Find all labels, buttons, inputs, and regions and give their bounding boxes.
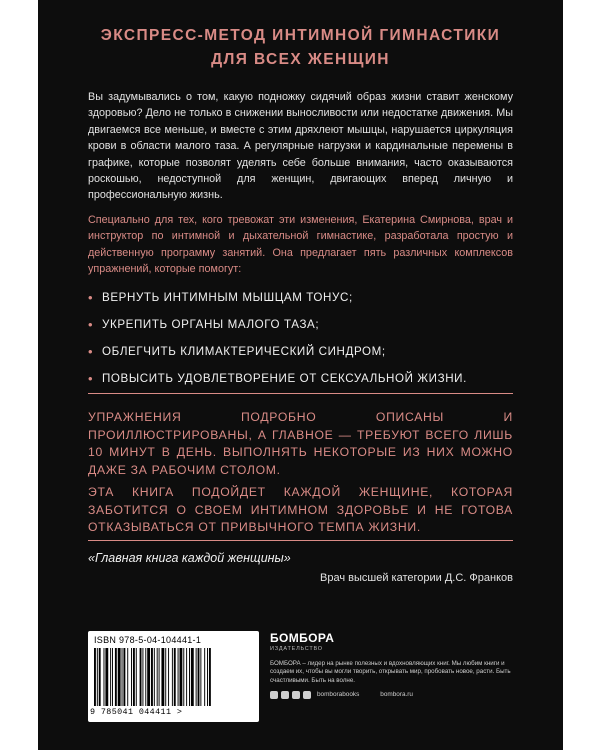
testimonial xyxy=(88,551,513,584)
barcode-bar xyxy=(191,648,194,706)
barcode-bar xyxy=(131,648,132,706)
barcode-bar xyxy=(99,648,101,706)
barcode-bars xyxy=(94,648,253,706)
isbn-label: ISBN 978-5-04-104441-1 xyxy=(94,635,202,645)
barcode-bar xyxy=(115,648,117,706)
barcode-bar xyxy=(200,648,201,706)
barcode-bar xyxy=(198,648,200,706)
social-handle: bomborabooks xyxy=(317,691,360,699)
highlight-audience: ЭТА КНИГА ПОДОЙДЕТ КАЖДОЙ ЖЕНЩИНЕ, КОТОРАЯ ЗАБОТИТСЯ О СВОЕМ ИНТИМНОМ ЗДОРОВЬЕ И НЕ ГОТОВА ОТКАЗЫВАТЬСЯ ОТ ПРИВЫЧНОГО ТЕМПА ЖИЗНИ. xyxy=(88,485,513,534)
instagram-icon xyxy=(270,691,278,699)
list-item xyxy=(88,290,528,306)
bullet-icon: • xyxy=(88,290,94,305)
barcode-bar xyxy=(207,648,208,706)
barcode-bar xyxy=(118,648,121,706)
benefit-text: ПОВЫСИТЬ УДОВЛЕТВОРЕНИЕ ОТ СЕКСУАЛЬНОЙ ЖИЗНИ. xyxy=(102,372,467,385)
barcode-bar xyxy=(174,648,176,706)
barcode-bar xyxy=(123,648,125,706)
publisher-description: БОМБОРА – лидер на рынке полезных и вдохновляющих книг. Мы любим книги и создаем их, чтобы вы могли творить, открывать мир, пробовать новое, расти. Быть счастливыми. Быть на волне. xyxy=(270,660,511,684)
barcode-bar xyxy=(161,648,164,706)
bullet-icon: • xyxy=(88,344,94,359)
barcode-bar xyxy=(196,648,197,706)
barcode-bar xyxy=(110,648,111,706)
bullet-icon: • xyxy=(88,317,94,332)
barcode-bar xyxy=(105,648,108,706)
benefits-list xyxy=(88,290,528,398)
barcode-bar xyxy=(127,648,128,706)
title-line-1: ЭКСПРЕСС-МЕТОД ИНТИМНОЙ ГИМНАСТИКИ xyxy=(100,27,501,44)
benefit-text: ОБЛЕГЧИТЬ КЛИМАКТЕРИЧЕСКИЙ СИНДРОМ; xyxy=(102,345,386,358)
barcode-bar xyxy=(159,648,160,706)
cover-title xyxy=(38,24,563,72)
barcode-bar xyxy=(136,648,137,706)
barcode-bar xyxy=(145,648,146,706)
highlight-exercises: УПРАЖНЕНИЯ ПОДРОБНО ОПИСАНЫ И ПРОИЛЛЮСТРИРОВАНЫ, А ГЛАВНОЕ — ТРЕБУЮТ ВСЕГО ЛИШЬ 10 МИНУТ В ДЕНЬ. ВЫПОЛНЯТЬ НЕКОТОРЫЕ ИЗ НИХ МОЖНО ДАЖЕ ЗА РАБОЧИМ СТОЛОМ. xyxy=(88,410,513,477)
title-line-2: ДЛЯ ВСЕХ ЖЕНЩИН xyxy=(211,51,390,68)
barcode-bar xyxy=(157,648,158,706)
barcode-bar xyxy=(172,648,173,706)
book-back-cover xyxy=(38,0,563,750)
barcode-bar xyxy=(168,648,169,706)
bullet-icon: • xyxy=(88,371,94,386)
divider-top xyxy=(88,393,513,394)
barcode-digits: 9 785041 044411 > xyxy=(90,707,183,717)
quote-text: «Главная книга каждой женщины» xyxy=(88,551,291,565)
barcode-bar xyxy=(165,648,166,706)
barcode-bar xyxy=(142,648,143,706)
vk-icon xyxy=(292,691,300,699)
barcode-bar xyxy=(186,648,187,706)
benefit-text: ВЕРНУТЬ ИНТИМНЫМ МЫШЦАМ ТОНУС; xyxy=(102,291,353,304)
barcode-bar xyxy=(178,648,179,706)
barcode-bar xyxy=(189,648,190,706)
list-item xyxy=(88,344,528,360)
publisher-logo xyxy=(270,631,515,652)
author-paragraph: Специально для тех, кого тревожат эти изменения, Екатерина Смирнова, врач и инструктор по интимной и дыхательной гимнастике, разработала простую и действенную программу занятий. Она предлагает пять различных комплексов упражнений, которые помогут: xyxy=(88,214,513,276)
barcode-bar xyxy=(183,648,184,706)
barcode-bar xyxy=(122,648,123,706)
youtube-icon xyxy=(303,691,311,699)
facebook-icon xyxy=(281,691,289,699)
publisher-block xyxy=(270,631,515,699)
publisher-social xyxy=(270,691,515,699)
barcode-bar xyxy=(133,648,135,706)
benefit-text: УКРЕПИТЬ ОРГАНЫ МАЛОГО ТАЗА; xyxy=(102,318,320,331)
barcode-bar xyxy=(104,648,105,706)
intro-paragraph: Вы задумывались о том, какую подножку сидячий образ жизни ставит женскому здоровью? Дело не только в снижении выносливости или недостатке движения. Мы двигаемся все меньше, и вместе с этим дряхлеют мышцы, нарушается циркуляция крови в области малого таза. А регулярные нагрузки и кардинальные перемены в графике, которые позволят уделять себе больше внимания, часто оказываются роскошью, недоступной для женщин, двигающих вперед личную и профессиональную жизнь. xyxy=(88,91,513,202)
barcode-bar xyxy=(112,648,113,706)
list-item xyxy=(88,371,528,387)
barcode-bar xyxy=(180,648,183,706)
publisher-subtitle: ИЗДАТЕЛЬСТВО xyxy=(270,646,323,652)
isbn-barcode xyxy=(88,631,259,722)
quote-author: Врач высшей категории Д.С. Франков xyxy=(320,572,513,584)
list-item xyxy=(88,317,528,333)
barcode-bar xyxy=(94,648,96,706)
barcode-bar xyxy=(140,648,142,706)
barcode-bar xyxy=(147,648,150,706)
publisher-website: bombora.ru xyxy=(380,691,413,699)
barcode-bar xyxy=(154,648,155,706)
barcode-bar xyxy=(151,648,153,706)
barcode-bar xyxy=(204,648,205,706)
barcode-bar xyxy=(209,648,211,706)
divider-bottom xyxy=(88,540,513,541)
publisher-name: БОМБОРА xyxy=(270,631,335,645)
barcode-bar xyxy=(97,648,98,706)
